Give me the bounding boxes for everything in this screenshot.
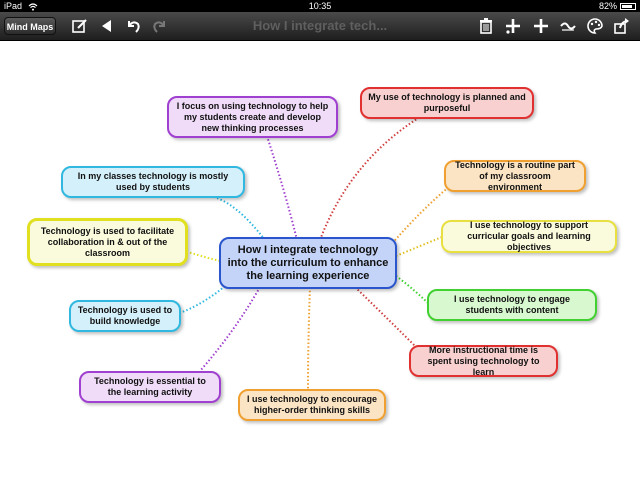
map-node-essential-activity[interactable]: Technology is essential to the learning activity <box>79 371 221 403</box>
map-node-higher-order[interactable]: I use technology to encourage higher-order thinking skills <box>238 389 386 421</box>
map-node-build-knowledge[interactable]: Technology is used to build knowledge <box>69 300 181 332</box>
map-title: How I integrate tech... <box>252 18 388 33</box>
battery-icon <box>620 3 636 10</box>
edit-icon[interactable] <box>70 16 90 36</box>
link-line <box>355 287 420 351</box>
toolbar <box>0 12 640 41</box>
link-icon[interactable] <box>558 16 578 36</box>
map-node-collaboration[interactable]: Technology is used to facilitate collaboration in & out of the classroom <box>27 218 188 266</box>
map-node-engage-students[interactable]: I use technology to engage students with content <box>427 289 597 321</box>
undo-icon[interactable] <box>123 16 143 36</box>
link-line <box>180 286 225 313</box>
link-line <box>200 287 260 371</box>
link-line <box>265 130 297 240</box>
battery-percent: 82% <box>598 1 617 11</box>
share-icon[interactable] <box>612 16 632 36</box>
status-bar <box>0 0 640 12</box>
map-node-instructional-time[interactable]: More instructional time is spent using technology to learn <box>409 345 558 377</box>
trash-icon[interactable] <box>476 16 496 36</box>
status-right <box>599 0 636 12</box>
mind-maps-button[interactable]: Mind Maps <box>4 17 56 35</box>
link-line <box>308 287 310 389</box>
add-child-icon[interactable] <box>503 16 523 36</box>
map-node-focus-thinking[interactable]: I focus on using technology to help my students create and develop new thinking processes <box>167 96 338 138</box>
link-line <box>185 251 220 261</box>
back-icon[interactable] <box>97 16 117 36</box>
map-node-planned-purposeful[interactable]: My use of technology is planned and purposeful <box>360 87 534 119</box>
link-line <box>210 196 265 240</box>
palette-icon[interactable] <box>585 16 605 36</box>
redo-icon[interactable] <box>150 16 170 36</box>
map-node-central-topic[interactable]: How I integrate technology into the curriculum to enhance the learning experience <box>219 237 397 289</box>
mind-map-canvas[interactable] <box>0 41 640 480</box>
add-icon[interactable] <box>531 16 551 36</box>
device-label: iPad <box>4 1 23 11</box>
map-node-routine-part[interactable]: Technology is a routine part of my classroom environment <box>444 160 586 192</box>
status-time: 10:35 <box>308 1 332 11</box>
map-node-used-by-students[interactable]: In my classes technology is mostly used by students <box>61 166 245 198</box>
link-line <box>396 237 442 256</box>
map-node-curricular-goals[interactable]: I use technology to support curricular goals and learning objectives <box>441 220 617 253</box>
link-line <box>396 276 428 303</box>
link-line <box>320 117 420 240</box>
